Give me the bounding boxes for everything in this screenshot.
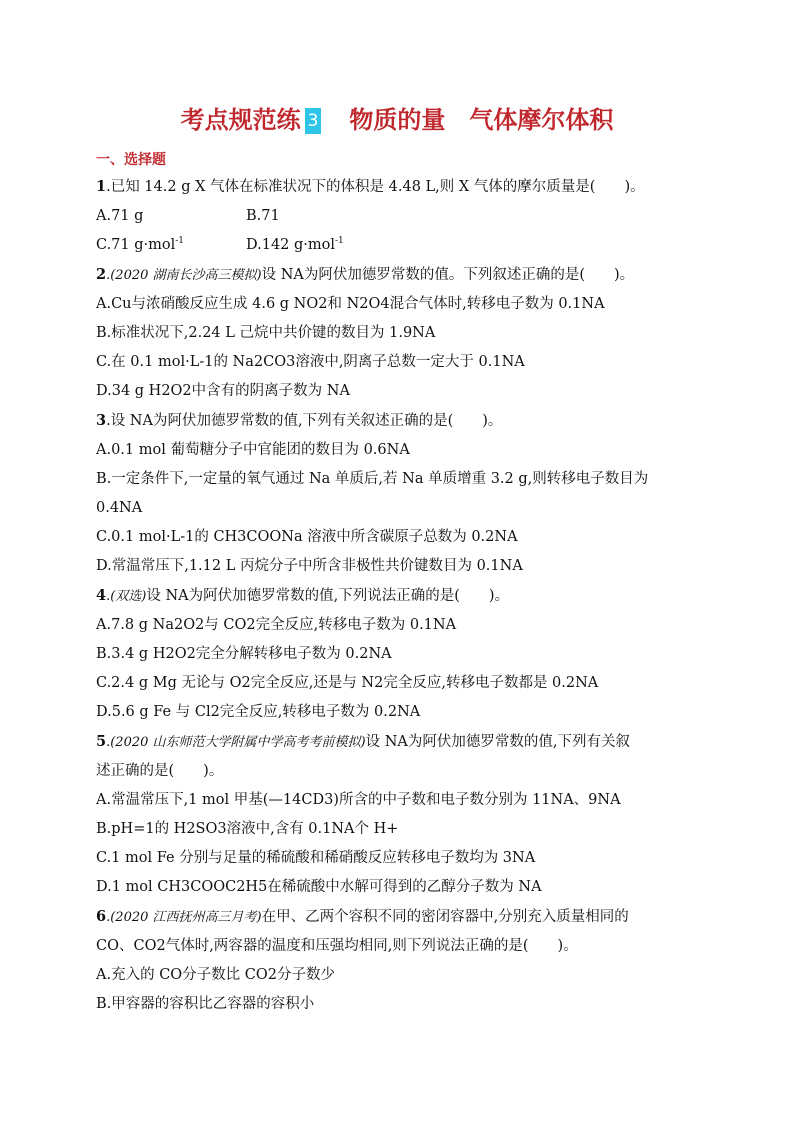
- title-number-badge: 3: [305, 108, 322, 134]
- q1-option-c: C.71 g·mol$^{-1}$: [96, 236, 185, 253]
- question-2-stem: 2.(2020 湖南长沙高三模拟)设 NA为阿伏加德罗常数的值。下列叙述正确的是( )。: [96, 266, 635, 283]
- q4-option-a: A.7.8 g Na2O2与 CO2完全反应,转移电子数为 0.1NA: [96, 617, 457, 633]
- q2-option-d: D.34 g H2O2中含有的阴离子数为 NA: [96, 383, 350, 399]
- title-topic-2: 气体摩尔体积: [469, 106, 614, 134]
- q3-option-b: B.一定条件下,一定量的氧气通过 Na 单质后,若 Na 单质增重 3.2 g,则转移电子数目为: [96, 471, 649, 487]
- q2-option-b: B.标准状况下,2.24 L 己烷中共价键的数目为 1.9NA: [96, 325, 436, 341]
- q2-option-a: A.Cu与浓硝酸反应生成 4.6 g NO2和 N2O4混合气体时,转移电子数为 0.1NA: [96, 296, 605, 312]
- q5-option-b: B.pH=1的 H2SO3溶液中,含有 0.1NA个 H+: [96, 821, 399, 837]
- title-prefix: 考点规范练: [180, 106, 301, 134]
- q4-option-b: B.3.4 g H2O2完全分解转移电子数为 0.2NA: [96, 646, 392, 662]
- question-4-stem: 4.(双选)设 NA为阿伏加德罗常数的值,下列说法正确的是( )。: [96, 587, 510, 604]
- title-topic-1: 物质的量: [349, 106, 446, 134]
- q3-option-d: D.常温常压下,1.12 L 丙烷分子中所含非极性共价键数目为 0.1NA: [96, 558, 523, 574]
- q3-option-a: A.0.1 mol 葡萄糖分子中官能团的数目为 0.6NA: [96, 442, 410, 458]
- q5-option-c: C.1 mol Fe 分别与足量的稀硫酸和稀硝酸反应转移电子数均为 3NA: [96, 850, 536, 866]
- question-5-stem: 5.(2020 山东师范大学附属中学高考考前模拟)设 NA为阿伏加德罗常数的值,下列有关叙: [96, 733, 630, 750]
- question-1-options-row-2: [96, 231, 706, 260]
- q5-option-a: A.常温常压下,1 mol 甲基(—14CD3)所含的中子数和电子数分别为 11NA、9NA: [96, 792, 621, 808]
- question-6-stem: 6.(2020 江西抚州高三月考)在甲、乙两个容积不同的密闭容器中,分别充入质量相同的: [96, 908, 629, 925]
- q5-option-d: D.1 mol CH3COOC2H5在稀硫酸中水解可得到的乙醇分子数为 NA: [96, 879, 542, 895]
- page-title: [0, 104, 794, 136]
- question-6-stem-continued: CO、CO2气体时,两容器的温度和压强均相同,则下列说法正确的是( )。: [96, 938, 578, 954]
- question-1-options-row-1: [96, 202, 706, 231]
- question-content: [96, 148, 706, 1019]
- q2-option-c: C.在 0.1 mol·L-1的 Na2CO3溶液中,阴离子总数一定大于 0.1NA: [96, 354, 525, 370]
- q6-option-a: A.充入的 CO分子数比 CO2分子数少: [96, 967, 335, 983]
- q3-option-b-continued: 0.4NA: [96, 500, 143, 516]
- q4-option-d: D.5.6 g Fe 与 Cl2完全反应,转移电子数为 0.2NA: [96, 704, 421, 720]
- section-heading: 一、选择题: [96, 152, 166, 168]
- q1-option-b: B.71: [246, 208, 280, 224]
- q3-option-c: C.0.1 mol·L-1的 CH3COONa 溶液中所含碳原子总数为 0.2NA: [96, 529, 518, 545]
- q4-option-c: C.2.4 g Mg 无论与 O2完全反应,还是与 N2完全反应,转移电子数都是 0.2NA: [96, 675, 599, 691]
- question-1-stem: 1.已知 14.2 g X 气体在标准状况下的体积是 4.48 L,则 X 气体的摩尔质量是( )。: [96, 178, 645, 195]
- question-3-stem: 3.设 NA为阿伏加德罗常数的值,下列有关叙述正确的是( )。: [96, 412, 503, 429]
- q6-option-b: B.甲容器的容积比乙容器的容积小: [96, 996, 315, 1012]
- q1-option-d: D.142 g·mol$^{-1}$: [246, 236, 344, 253]
- q1-option-a: A.71 g: [96, 208, 144, 224]
- question-5-stem-continued: 述正确的是( )。: [96, 763, 224, 779]
